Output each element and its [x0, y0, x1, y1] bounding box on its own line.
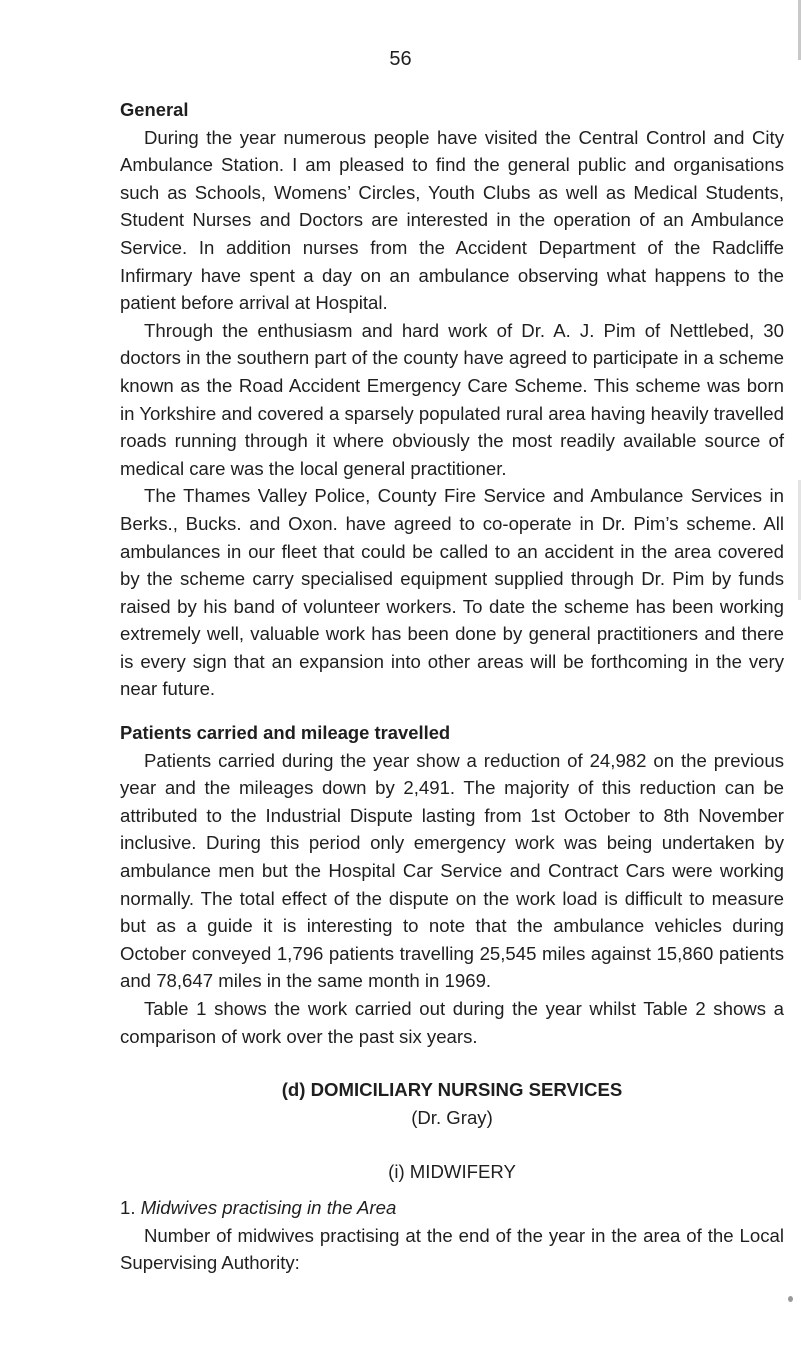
section-heading-patients: Patients carried and mileage travelled: [120, 722, 451, 744]
item-heading: [120, 1194, 784, 1222]
document-body: [120, 96, 784, 1277]
section-title-midwifery: [120, 1158, 784, 1186]
spacer: [120, 1050, 784, 1076]
paragraph: The Thames Valley Police, County Fire Service and Ambulance Services in Berks., Bucks. and Oxon. have agreed to co-operate in Dr. Pim’s scheme. All ambulances in our fleet that could be called to an accident in the area covered by the scheme carry specialised equipment supplied through Dr. Pim by funds raised by his band of volunteer workers. To date the scheme has been working extremely well, valuable work has been done by general practitioners and there is every sign that an expansion into other areas will be forthcoming in the very near future.: [120, 485, 784, 700]
item-number: 1.: [120, 1197, 136, 1219]
paragraph: Through the enthusiasm and hard work of Dr. A. J. Pim of Nettlebed, 30 doctors in the southern part of the county have agreed to participate in a scheme known as the Road Accident Emergency Care Scheme. This scheme was born in Yorkshire and covered a sparsely populated rural area having heavily travelled roads running through it where obviously the most readily available source of medical care was the local general practitioner.: [120, 319, 784, 479]
domiciliary-heading-block: [120, 1076, 784, 1186]
page-number: 56: [389, 48, 412, 70]
section-title-domiciliary: (d) DOMICILIARY NURSING SERVICES: [281, 1079, 623, 1101]
section-heading-general: General: [120, 99, 189, 120]
midwifery-title-text: (i) MIDWIFERY: [388, 1161, 516, 1183]
paragraph: Number of midwives practising at the end of the year in the area of the Local Supervising Authority:: [120, 1224, 784, 1274]
scan-speck: [788, 1296, 793, 1302]
paragraph: Table 1 shows the work carried out during the year whilst Table 2 shows a comparison of work over the past six years.: [120, 998, 784, 1047]
paragraph: Patients carried during the year show a reduction of 24,982 on the previous year and the mileages down by 2,491. The majority of this reduction can be attributed to the Industrial Dispute lasting from 1st October to 8th November inclusive. During this period only emergency work was being undertaken by ambulance men but the Hospital Car Service and Contract Cars were working normally. The total effect of the dispute on the work load is difficult to measure but as a guide it is interesting to note that the ambulance vehicles during October conveyed 1,796 patients travelling 25,545 miles against 15,860 patients and 78,647 miles in the same month in 1969.: [120, 749, 784, 992]
spacer: [120, 703, 784, 719]
paragraph: During the year numerous people have visited the Central Control and City Ambulance Station. I am pleased to find the general public and organisations such as Schools, Womens’ Circles, Youth Clubs as well as Medical Students, Student Nurses and Doctors are interested in the operation of an Ambulance Service. In addition nurses from the Accident Department of the Radcliffe Infirmary have spent a day on an ambulance observing what happens to the patient before arrival at Hospital.: [120, 126, 784, 314]
section-subtitle-author: (Dr. Gray): [411, 1107, 493, 1129]
item-heading-text: Midwives practising in the Area: [140, 1197, 397, 1219]
